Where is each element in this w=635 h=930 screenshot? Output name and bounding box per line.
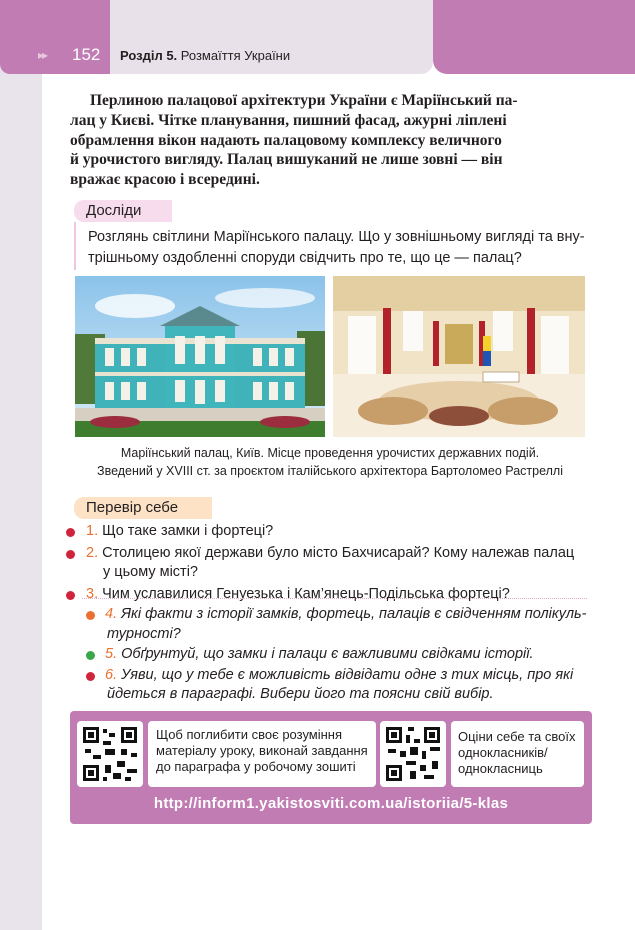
double-arrow-icon: ▸▸ bbox=[38, 48, 47, 62]
question-item bbox=[90, 645, 590, 665]
red-bullet-icon bbox=[66, 591, 75, 600]
orange-bullet-icon bbox=[86, 611, 95, 620]
research-line: трішньому оздобленні споруди свідчить про те, що це — палац? bbox=[88, 250, 522, 266]
caption-line: Маріїнський палац, Київ. Місце проведення урочистих державних подій. bbox=[120, 446, 540, 460]
question-text: Що таке замки і фортеці? bbox=[98, 523, 274, 539]
basic-questions bbox=[60, 522, 590, 606]
intro-line: вражає красою і всередині. bbox=[70, 171, 260, 189]
self-check-tag: Перевір себе bbox=[74, 497, 212, 519]
chapter-name: Розмаїття України bbox=[177, 48, 291, 63]
green-bullet-icon bbox=[86, 651, 95, 660]
question-text: Обґрунтуй, що замки і палаци є важливими свідками історії. bbox=[117, 646, 534, 662]
info-line: до параграфа у робочому зошиті bbox=[156, 759, 356, 774]
question-number: 2. bbox=[86, 544, 99, 561]
question-text: Столицею якої держави було місто Бахчисарай? Кому належав палац bbox=[98, 544, 575, 561]
palace-exterior-photo bbox=[75, 276, 325, 437]
intro-line: Перлиною палацової архітектури України є Маріїнський па- bbox=[90, 92, 518, 109]
photo-caption bbox=[75, 444, 585, 480]
research-tag: Досліди bbox=[74, 200, 172, 222]
question-text: у цьому місті? bbox=[103, 564, 198, 580]
intro-line: й урочистого вигляду. Палац вишуканий не лише зовні — він bbox=[70, 151, 503, 169]
question-number: 5. bbox=[105, 646, 118, 662]
palace-interior-photo bbox=[333, 276, 585, 437]
advanced-questions bbox=[90, 605, 590, 706]
intro-line: обрамлення вікон надають палацовому комплексу величного bbox=[70, 131, 502, 149]
info-line: однокласників/ bbox=[458, 745, 548, 760]
research-line: Розглянь світлини Маріїнського палацу. Що у зовнішньому вигляді та вну- bbox=[88, 229, 585, 245]
info-line: матеріалу уроку, виконай завдання bbox=[156, 743, 368, 758]
question-number: 6. bbox=[105, 666, 118, 683]
question-item bbox=[60, 522, 590, 542]
question-text: Чим уславилися Генуезька і Кам’янець-Подільська фортеці? bbox=[98, 585, 510, 602]
question-text: Які факти з історії замків, фортець, палаців є свідченням полікуль- bbox=[117, 606, 587, 622]
question-item bbox=[90, 605, 590, 644]
chapter-title bbox=[120, 48, 290, 63]
red-bullet-icon bbox=[66, 528, 75, 537]
resource-url-link[interactable]: http://inform1.yakistosviti.com.ua/istoriia/5-klas bbox=[153, 795, 509, 812]
question-continuation bbox=[60, 563, 590, 583]
info-line: однокласниць bbox=[458, 761, 543, 776]
question-number: 1. bbox=[86, 523, 99, 539]
info-line: Щоб поглибити своє розуміння bbox=[156, 727, 343, 742]
question-item bbox=[90, 666, 590, 705]
question-item bbox=[60, 544, 590, 564]
red-bullet-icon bbox=[86, 672, 95, 681]
question-number: 4. bbox=[105, 606, 118, 622]
caption-line: Зведений у XVIII ст. за проєктом італійського архітектора Бартоломео Растреллі bbox=[97, 464, 563, 478]
qr-code-workbook[interactable] bbox=[77, 721, 143, 787]
question-item bbox=[60, 585, 590, 605]
research-task bbox=[88, 227, 594, 269]
question-text: турності? bbox=[107, 625, 181, 642]
qr-code-self-assessment[interactable] bbox=[380, 721, 446, 787]
workbook-info-card bbox=[148, 721, 376, 787]
red-bullet-icon bbox=[66, 550, 75, 559]
page-margin-bar bbox=[0, 0, 42, 930]
intro-paragraph bbox=[70, 91, 595, 190]
header-accent-block bbox=[433, 0, 635, 74]
question-number: 3. bbox=[86, 585, 99, 602]
intro-line: лац у Києві. Чітке планування, пишний фасад, ажурні ліплені bbox=[70, 111, 507, 129]
question-text: Уяви, що у тебе є можливість відвідати одне з тих місць, про які bbox=[117, 666, 574, 683]
dotted-divider bbox=[82, 598, 587, 599]
info-line: Оціни себе та своїх bbox=[458, 729, 576, 744]
self-assessment-info-card bbox=[451, 721, 584, 787]
question-text: йдеться в параграфі. Вибери його та поясни свій вибір. bbox=[107, 686, 494, 702]
page-number: 152 bbox=[72, 45, 101, 64]
chapter-number: Розділ 5. bbox=[120, 48, 178, 63]
